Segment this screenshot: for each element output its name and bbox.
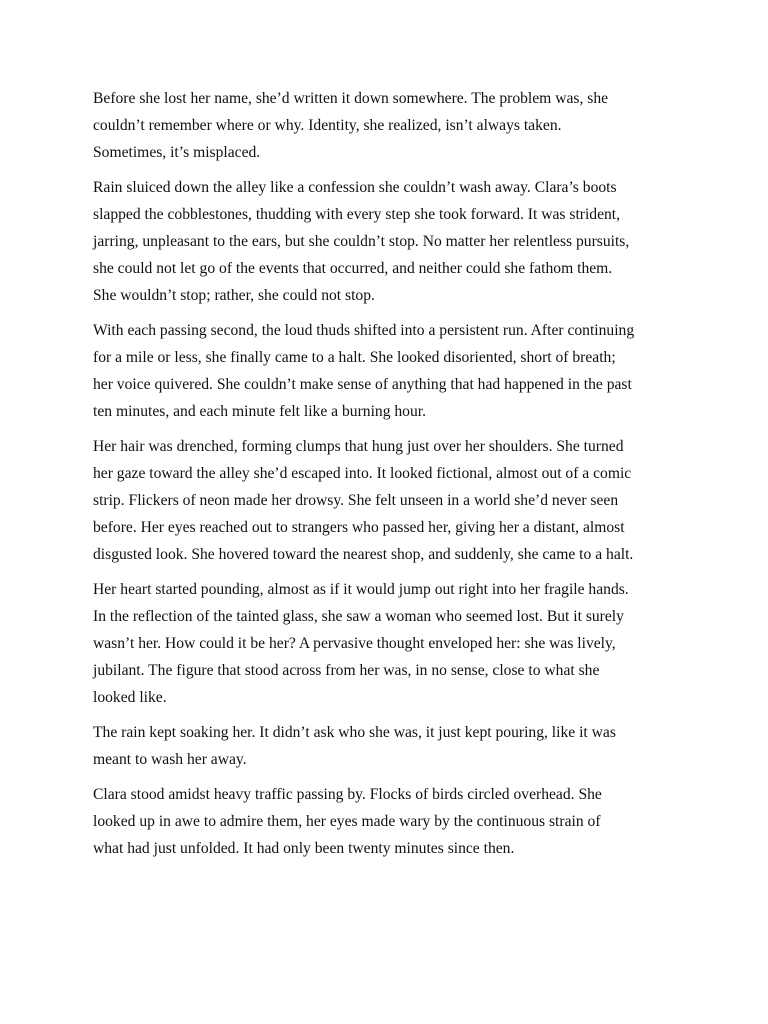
text-line: looked like. [93,689,167,706]
paragraph-7 [93,781,683,862]
paragraph-5 [93,576,683,711]
text-line: meant to wash her away. [93,751,247,768]
text-line: Clara stood amidst heavy traffic passing by. Flocks of birds circled overhead. She [93,786,602,803]
text-line: what had just unfolded. It had only been twenty minutes since then. [93,840,515,857]
text-line: Sometimes, it’s misplaced. [93,144,261,161]
paragraph-6 [93,719,683,773]
paragraph-3 [93,317,683,425]
paragraph-2 [93,174,683,309]
text-line: She wouldn’t stop; rather, she could not stop. [93,287,375,304]
text-line: ten minutes, and each minute felt like a burning hour. [93,403,427,420]
text-line: she could not let go of the events that occurred, and neither could she fathom them. [93,260,613,277]
text-line: before. Her eyes reached out to strangers who passed her, giving her a distant, almost [93,519,625,536]
text-line: her gaze toward the alley she’d escaped into. It looked fictional, almost out of a comic [93,465,632,482]
text-line: With each passing second, the loud thuds shifted into a persistent run. After continuing [93,322,635,339]
document-page [93,85,683,870]
text-line: disgusted look. She hovered toward the nearest shop, and suddenly, she came to a halt. [93,546,634,563]
text-line: her voice quivered. She couldn’t make sense of anything that had happened in the past [93,376,632,393]
text-line: The rain kept soaking her. It didn’t ask who she was, it just kept pouring, like it was [93,724,616,741]
text-line: strip. Flickers of neon made her drowsy. She felt unseen in a world she’d never seen [93,492,619,509]
paragraph-1 [93,85,683,166]
text-line: jarring, unpleasant to the ears, but she couldn’t stop. No matter her relentless pursuits, [93,233,630,250]
text-line: Rain sluiced down the alley like a confession she couldn’t wash away. Clara’s boots [93,179,617,196]
text-line: Before she lost her name, she’d written it down somewhere. The problem was, she [93,90,609,107]
text-line: for a mile or less, she finally came to a halt. She looked disoriented, short of breath; [93,349,616,366]
text-line: In the reflection of the tainted glass, she saw a woman who seemed lost. But it surely [93,608,624,625]
text-line: Her hair was drenched, forming clumps that hung just over her shoulders. She turned [93,438,624,455]
text-line: jubilant. The figure that stood across from her was, in no sense, close to what she [93,662,600,679]
text-line: looked up in awe to admire them, her eyes made wary by the continuous strain of [93,813,601,830]
text-line: slapped the cobblestones, thudding with every step she took forward. It was strident, [93,206,621,223]
text-line: wasn’t her. How could it be her? A pervasive thought enveloped her: she was lively, [93,635,616,652]
text-line: couldn’t remember where or why. Identity, she realized, isn’t always taken. [93,117,562,134]
paragraph-4 [93,433,683,568]
text-line: Her heart started pounding, almost as if it would jump out right into her fragile hands. [93,581,629,598]
